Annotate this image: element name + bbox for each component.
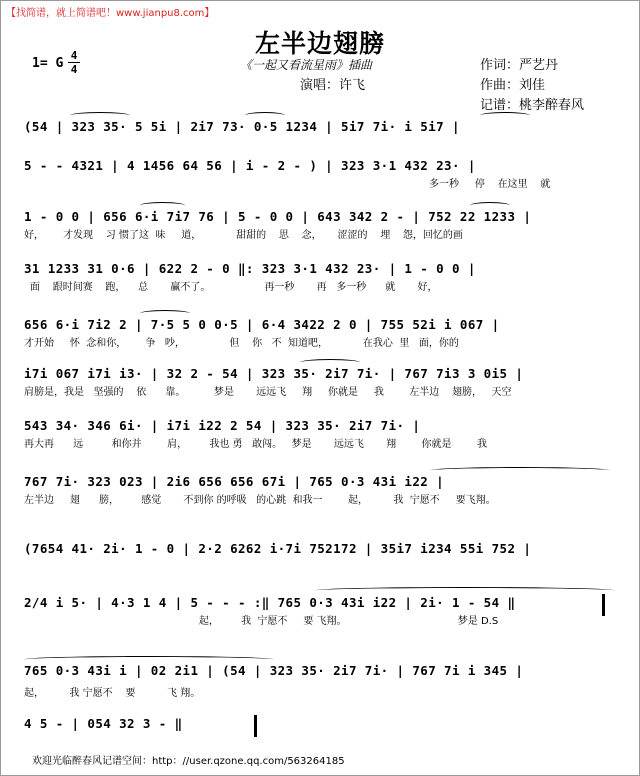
transcriber-credit: 记谱：桃李醉春风 [480,98,585,113]
final-barline [254,715,257,737]
notation-line: 5 - - 4321 | 4 1456 64 56 | i - 2 - ) | 323 3·1 432 23· | [24,158,476,173]
site-banner-link[interactable]: 【找简谱，就上简谱吧！www.jianpu8.com】 [6,8,215,19]
time-signature-bottom: 4 [70,63,78,76]
notation-line: (7654 41· 2i· 1 - 0 | 2·2 6262 i·7i 752172 | 35i7 i234 55i 752 | [24,541,532,556]
lyric-line: 再大再 远 和你并 肩， 我也 勇 敢闯。 梦是 远远飞 翔 你就是 我 [24,439,487,450]
score-line-5 [24,316,616,349]
slur-mark [140,310,190,317]
key-signature: 1= G [32,56,64,71]
lyric-line: 起， 我 宁愿不 要 飞 翔。 [24,688,201,699]
notation-line: 656 6·i 7i2 2 | 7·5 5 0 0·5 | 6·4 3422 2 0 | 755 52i i 067 | [24,317,500,332]
time-signature-top: 4 [70,49,78,62]
slur-mark [480,112,530,119]
slur-mark [245,112,285,119]
notation-line: 765 0·3 43i i | 02 2i1 | (54 | 323 35· 2i7 7i· | 767 7i i 345 | [24,663,524,678]
slur-mark [140,202,185,209]
notation-line: i7i 067 i7i i3· | 32 2 - 54 | 323 35· 2i7 7i· | 767 7i3 3 0i5 | [24,366,524,381]
notation-line: 4 5 - | 054 32 3 - ‖ [24,716,183,731]
lyric-line: 面 跟时间赛 跑， 总 赢不了。 再一秒 再 多一秒 就 好， [30,282,438,293]
singer-credit: 演唱：许飞 [300,78,366,93]
score-line-4 [24,260,616,293]
slur-mark [430,467,610,474]
lyricist-credit: 作词：严艺丹 [480,58,559,73]
lyric-line: 肩膀是，我是 坚强的 依 靠。 梦是 远远飞 翔 你就是 我 左半边 翅膀， 天空 [24,387,512,398]
subtitle: 《一起又看流星雨》插曲 [240,58,373,72]
notation-line: 543 34· 346 6i· | i7i i22 2 54 | 323 35· 2i7 7i· | [24,418,421,433]
lyric-line: 多一秒 停 在这里 就 [429,179,551,190]
score-line-10 [24,594,616,627]
score-line-7 [24,417,616,450]
notation-line: 31 1233 31 0·6 | 622 2 - 0 ‖: 323 3·1 432 23· | 1 - 0 0 | [24,261,476,276]
slur-mark [70,112,130,119]
footer-credit: 欢迎光临醉春风记谱空间：http：//user.qzone.qq.com/563264185 [32,756,345,767]
song-title: 左半边翅膀 [254,29,385,58]
lyric-line: 起， 我 宁愿不 要 飞翔。 梦是 D.S [24,616,499,627]
score-line-8 [24,473,616,506]
final-barline [602,594,605,616]
score-line-12 [24,715,616,739]
notation-line: 2/4 i 5· | 4·3 1 4 | 5 - - - :‖ 765 0·3 43i i22 | 2i· 1 - 54 ‖ [24,595,516,610]
score-line-2 [24,157,616,190]
lyric-line: 左半边 翅 膀， 感觉 不到你 的呼吸 的心跳 和我一 起， 我 宁愿不 要飞翔。 [24,495,496,506]
notation-line: (54 | 323 35· 5 5i | 2i7 73· 0·5 1234 | 5i7 7i· i 5i7 | [24,119,460,134]
score-line-11 [24,662,616,699]
lyric-line: 才开始 怀 念和你， 争 吵， 但 你 不 知道吧， 在我心 里 面，你的 [24,338,459,349]
notation-line: 767 7i· 323 023 | 2i6 656 656 67i | 765 0·3 43i i22 | [24,474,445,489]
notation-line: 1 - 0 0 | 656 6·i 7i7 76 | 5 - 0 0 | 643 342 2 - | 752 22 1233 | [24,209,532,224]
slur-mark [300,359,360,366]
score-line-6 [24,365,616,398]
composer-credit: 作曲：刘佳 [480,78,546,93]
lyric-line: 好， 才发现 习 惯了这 味 道， 甜甜的 思 念， 涩涩的 埋 怨，回忆的画 [24,230,463,241]
score-line-9 [24,540,616,564]
time-signature [68,50,80,75]
slur-mark [24,656,274,663]
slur-mark [315,587,615,594]
slur-mark [470,202,510,209]
score-line-3 [24,208,616,241]
score-line-1 [24,118,616,142]
